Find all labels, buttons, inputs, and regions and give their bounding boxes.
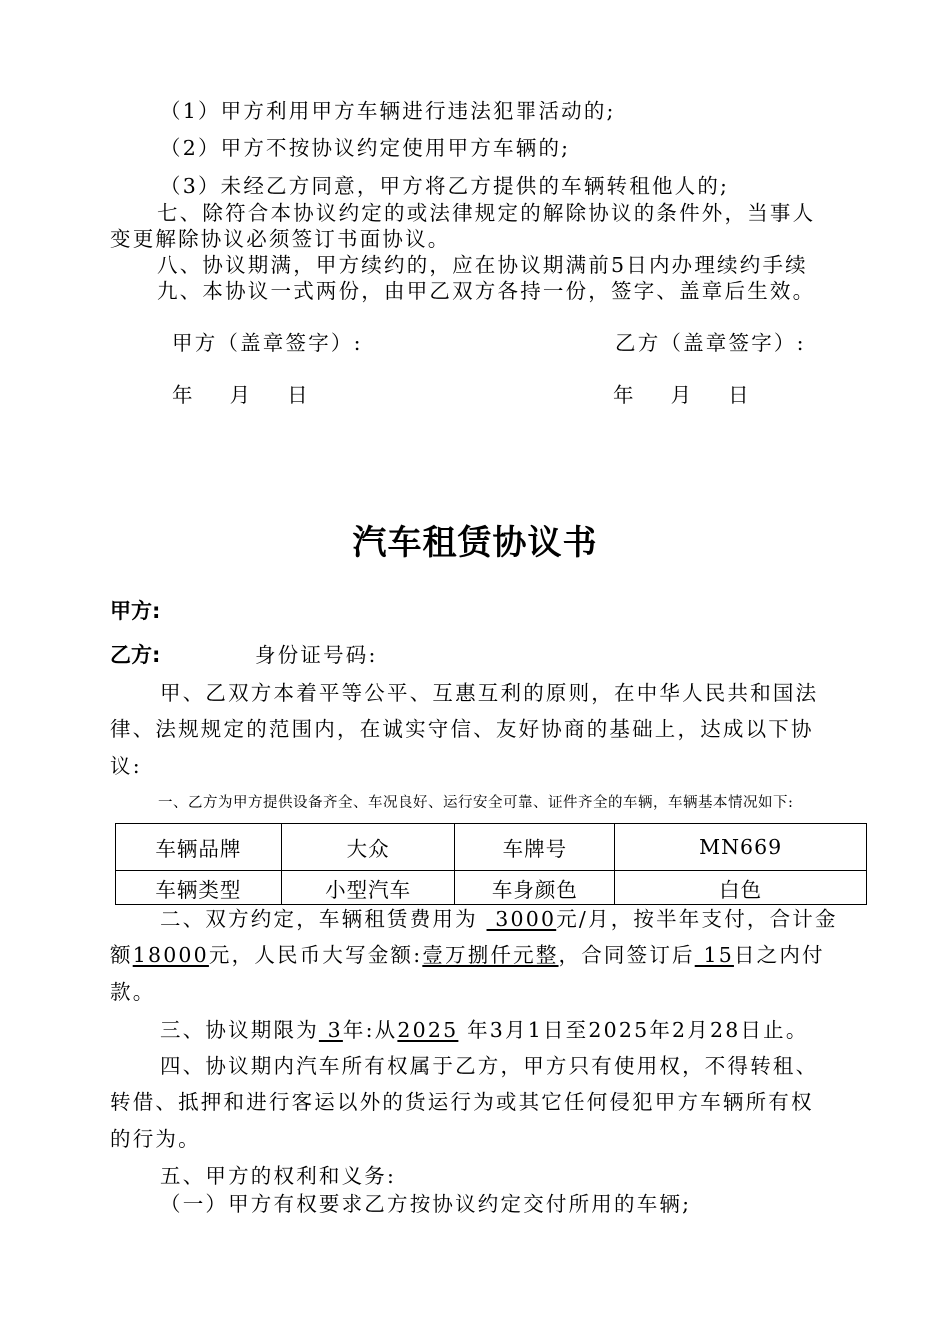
clause-2-line-3: 款。	[110, 980, 156, 1004]
table-cell: 白色	[615, 871, 867, 905]
payment-days: 15	[694, 943, 734, 967]
clause-5-item-1: （一）甲方有权要求乙方按协议约定交付所用的车辆;	[160, 1192, 692, 1216]
table-cell: 大众	[281, 824, 455, 871]
clause-9: 九、本协议一式两份，由甲乙双方各持一份，签字、盖章后生效。	[157, 279, 816, 303]
term-years: 3	[318, 1018, 343, 1042]
party-a-date: 年 月 日	[172, 383, 310, 407]
table-cell: 小型汽车	[281, 871, 455, 905]
party-a-label: 甲方:	[110, 599, 161, 623]
table-cell: MN669	[615, 824, 867, 871]
clause-4-line-1: 四、协议期内汽车所有权属于乙方，甲方只有使用权，不得转租、	[160, 1054, 819, 1078]
clause-2-line-2	[110, 942, 825, 968]
clause-2-text: 日之内付	[733, 943, 825, 967]
clause-2-line-1	[160, 906, 838, 932]
table-cell: 车身颜色	[455, 871, 615, 905]
party-a-signature-label: 甲方（盖章签字）:	[172, 331, 363, 355]
clause-item-3: （3）未经乙方同意，甲方将乙方提供的车辆转租他人的;	[160, 174, 730, 198]
clause-3-text: 年3月1日至2025年2月28日止。	[458, 1018, 809, 1042]
intro-line-2: 律、法规规定的范围内，在诚实守信、友好协商的基础上，达成以下协	[110, 717, 814, 741]
party-b-date: 年 月 日	[613, 383, 751, 407]
clause-3-text: 年:从	[342, 1018, 398, 1042]
table-cell: 车辆品牌	[116, 824, 282, 871]
table-cell: 车牌号	[455, 824, 615, 871]
table-cell: 车辆类型	[116, 871, 282, 905]
intro-line-1: 甲、乙双方本着平等公平、互惠互利的原则，在中华人民共和国法	[160, 681, 819, 705]
total-amount: 18000	[132, 943, 209, 967]
contract-title: 汽车租赁协议书	[352, 523, 598, 563]
total-amount-words: 壹万捌仟元整	[422, 943, 559, 967]
clause-2-text: 额	[110, 943, 133, 967]
clause-3	[160, 1017, 809, 1043]
clause-4-line-3: 的行为。	[110, 1127, 201, 1151]
monthly-fee: 3000	[486, 907, 557, 931]
party-b-signature-label: 乙方（盖章签字）:	[615, 331, 806, 355]
clause-2-text: ，合同签订后	[558, 943, 695, 967]
intro-line-3: 议:	[110, 754, 142, 778]
table-row	[116, 824, 867, 871]
clause-8: 八、协议期满，甲方续约的，应在协议期满前5日内办理续约手续	[157, 253, 808, 277]
clause-5: 五、甲方的权利和义务:	[160, 1164, 397, 1188]
start-year: 2025	[397, 1018, 459, 1042]
clause-7-line-2: 变更解除协议必须签订书面协议。	[110, 227, 451, 251]
clause-2-text: 元/月，按半年支付，合计金	[556, 907, 838, 931]
party-b-label: 乙方:	[110, 643, 161, 667]
clause-item-1: （1）甲方利用甲方车辆进行违法犯罪活动的;	[160, 99, 616, 123]
clause-2-text: 二、双方约定，车辆租赁费用为	[160, 907, 487, 931]
clause-2-text: 元，人民币大写金额:	[208, 943, 423, 967]
clause-1: 一、乙方为甲方提供设备齐全、车况良好、运行安全可靠、证件齐全的车辆，车辆基本情况如下:	[158, 795, 794, 811]
clause-item-2: （2）甲方不按协议约定使用甲方车辆的;	[160, 136, 571, 160]
vehicle-info-table	[115, 823, 867, 905]
clause-4-line-2: 转借、抵押和进行客运以外的货运行为或其它任何侵犯甲方车辆所有权	[110, 1090, 814, 1114]
clause-3-text: 三、协议期限为	[160, 1018, 319, 1042]
clause-7-line-1: 七、除符合本协议约定的或法律规定的解除协议的条件外，当事人	[157, 201, 816, 225]
id-number-label: 身份证号码:	[255, 643, 378, 667]
table-row	[116, 871, 867, 905]
